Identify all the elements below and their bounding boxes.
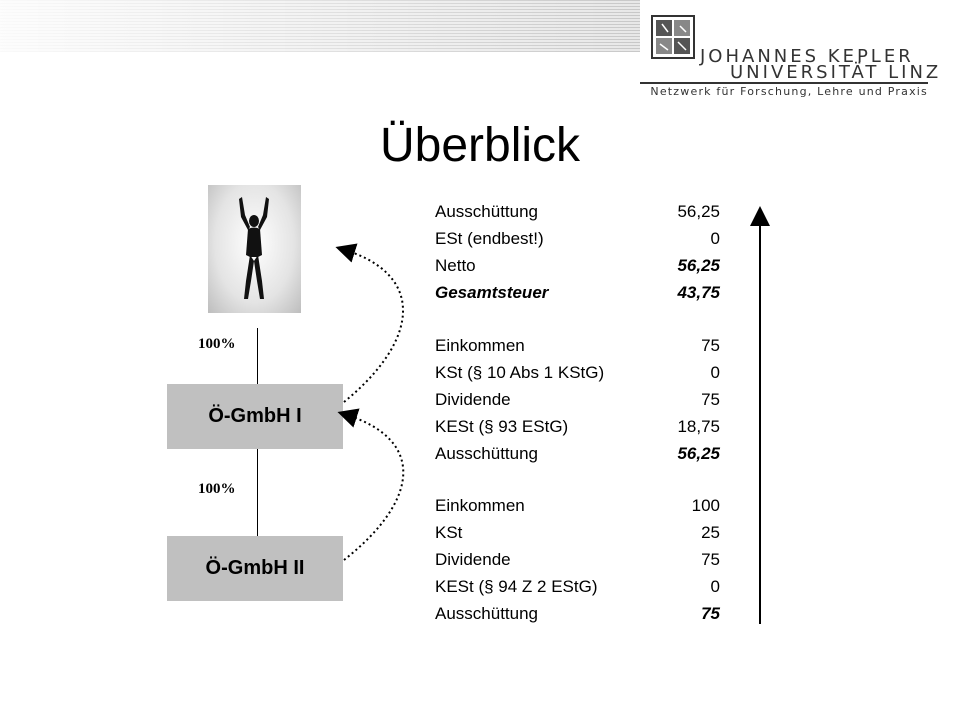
gmbh1-row-label: Dividende — [435, 390, 511, 409]
entity-box-gmbh2: Ö-GmbH II — [167, 536, 343, 601]
entity-box-gmbh1: Ö-GmbH I — [167, 384, 343, 449]
gmbh1-row-value: 0 — [710, 363, 720, 382]
shareholder-row — [435, 252, 720, 279]
gmbh2-row-value: 0 — [710, 577, 720, 596]
dividend-arrow-to-shareholder — [344, 250, 403, 402]
gmbh2-row — [435, 519, 720, 546]
gmbh1-row-label: KSt (§ 10 Abs 1 KStG) — [435, 363, 605, 382]
gmbh2-row — [435, 600, 720, 627]
gmbh1-row-value: 75 — [701, 336, 720, 355]
gmbh1-row — [435, 386, 720, 413]
gmbh2-row-label: Ausschüttung — [435, 604, 539, 623]
gmbh1-block — [435, 332, 720, 467]
university-name-line1: JOHANNES KEPLER — [700, 46, 914, 67]
shareholder-block — [435, 198, 720, 306]
shareholder-row-value: 56,25 — [677, 256, 720, 275]
gmbh2-row-label: KESt (§ 94 Z 2 EStG) — [435, 577, 598, 596]
gmbh2-row-label: KSt — [435, 523, 463, 542]
gmbh2-row — [435, 546, 720, 573]
ownership-pct-upper: 100% — [198, 336, 236, 352]
gmbh1-row-label: KESt (§ 93 EStG) — [435, 417, 569, 436]
shareholder-row-label: Gesamtsteuer — [435, 283, 549, 302]
shareholder-row — [435, 198, 720, 225]
shareholder-row — [435, 225, 720, 252]
gmbh2-row-value: 75 — [701, 550, 720, 569]
gmbh2-row — [435, 492, 720, 519]
shareholder-row-value: 43,75 — [677, 283, 720, 302]
shareholder-row-label: Ausschüttung — [435, 202, 539, 221]
shareholder-row-label: ESt (endbest!) — [435, 229, 544, 248]
gmbh1-row-value: 18,75 — [677, 417, 720, 436]
gmbh1-row-label: Einkommen — [435, 336, 525, 355]
gmbh2-row — [435, 573, 720, 600]
gmbh2-row-value: 25 — [701, 523, 720, 542]
gmbh1-row-value: 75 — [701, 390, 720, 409]
shareholder-row-value: 56,25 — [677, 202, 720, 221]
gmbh2-row-value: 75 — [701, 604, 720, 623]
gmbh1-row — [435, 359, 720, 386]
gmbh1-row — [435, 332, 720, 359]
gmbh2-block — [435, 492, 720, 627]
university-name-line2: UNIVERSITÄT LINZ — [730, 62, 942, 83]
gmbh2-row-label: Einkommen — [435, 496, 525, 515]
gmbh2-row-value: 100 — [691, 496, 720, 515]
university-tagline: Netzwerk für Forschung, Lehre und Praxis — [640, 82, 928, 98]
gmbh1-row-label: Ausschüttung — [435, 444, 539, 463]
shareholder-row-label: Netto — [435, 256, 476, 275]
gmbh2-row-label: Dividende — [435, 550, 511, 569]
dividend-arrow-to-gmbh1 — [344, 415, 403, 560]
shareholder-row — [435, 279, 720, 306]
page-title: Überblick — [379, 119, 581, 172]
gmbh1-row-value: 56,25 — [677, 444, 720, 463]
gmbh1-row — [435, 413, 720, 440]
shareholder-row-value: 0 — [710, 229, 720, 248]
gmbh1-row — [435, 440, 720, 467]
ownership-pct-lower: 100% — [198, 481, 236, 497]
